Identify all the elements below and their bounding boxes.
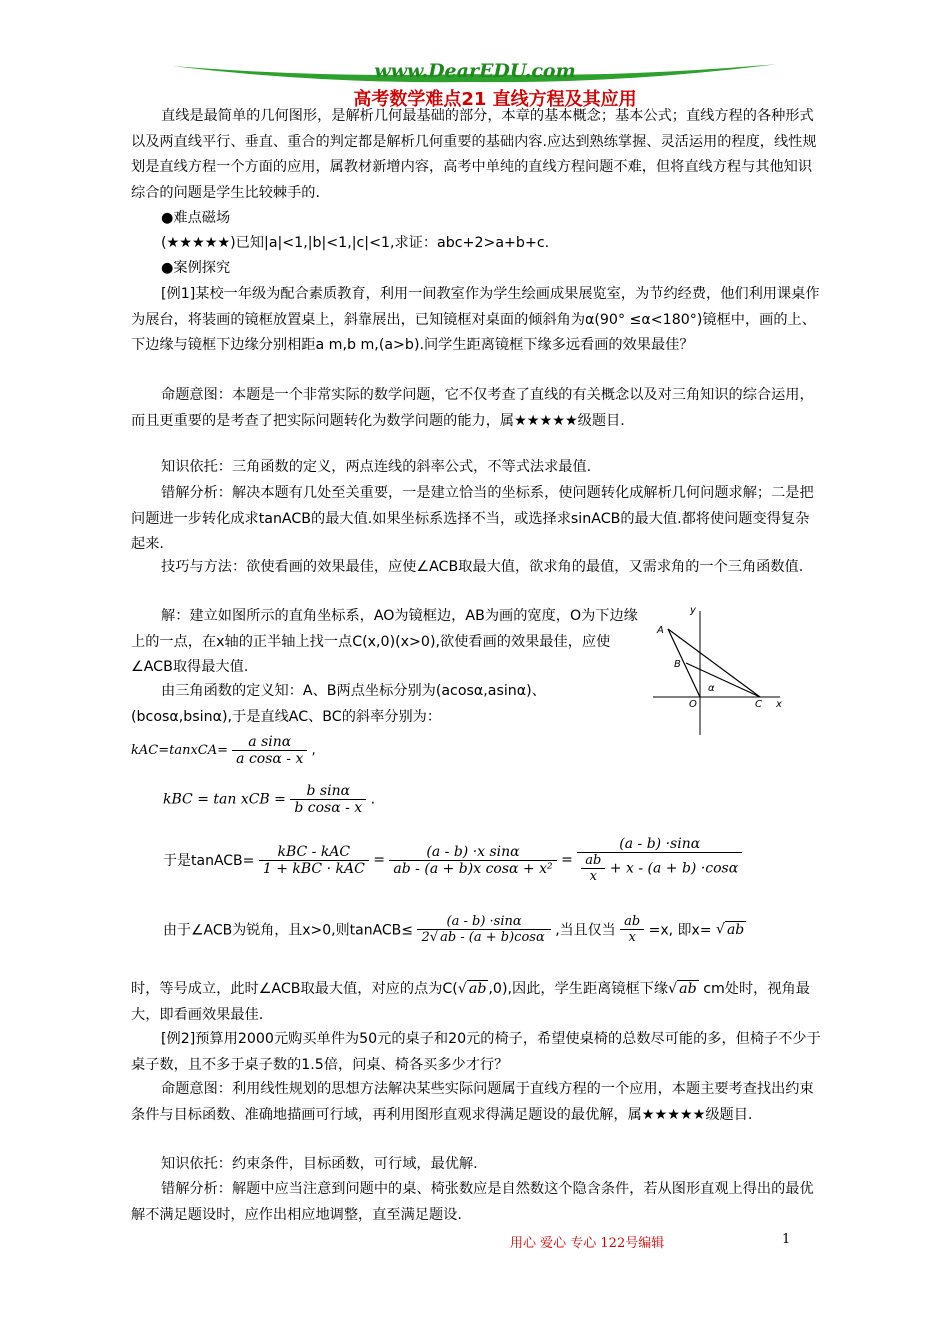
figure-label-a: A (657, 625, 664, 636)
example1-knowledge: 知识依托：三角函数的定义，两点连线的斜率公式，不等式法求最值. (161, 459, 592, 475)
footer-text: 用心 爱心 专心 122号编辑 (510, 1236, 665, 1251)
example1-conclusion: 时，等号成立，此时∠ACB取最大值，对应的点为C(√ ab ,0),因此，学生距离镜框下缘√ ab cm处时，视角最大，即看画效果最佳. (131, 981, 810, 1023)
example1-statement: [例1]某校一年级为配合素质教育，利用一间教室作为学生绘画成果展览室，为节约经费，他们利用课桌作为展台，将装画的镜框放置桌上，斜靠展出，已知镜框对桌面的倾斜角为α(90° ≤α<180°)镜框中，画的上、下边缘与镜框下边缘分别相距a m,b m,(a>b).问学生距离镜框下缘多远看画的效果最佳？ (131, 286, 820, 353)
example1-solution-coords: 由三角函数的定义知：A、B两点坐标分别为(acosα,asinα)、(bcosα,bsinα),于是直线AC、BC的斜率分别为： (131, 683, 546, 725)
example1-solution-intro: 解：建立如图所示的直角坐标系，AO为镜框边，AB为画的宽度，O为下边缘上的一点，在x轴的正半轴上找一点C(x,0)(x>0),欲使看画的效果最佳，应使∠ACB取得最大值. (131, 608, 638, 675)
example1-error-analysis: 错解分析：解决本题有几处至关重要，一是建立恰当的坐标系，使问题转化成解析几何问题求解；二是把问题进一步转化成求tanACB的最大值.如果坐标系选择不当，或选择求sinACB的最大值.都将使问题变得复杂起来. (131, 485, 814, 552)
header-logo-text[interactable]: www.DearEDU.com (374, 60, 576, 82)
formula-tan-acb: 于是tanACB= $\frac{\text{kBC - kAC}}{\text{1 + kBC · kAC}}$ = $\frac{\text{(a - b) ·x sinα}}{\text{ab - (a + b)x cosα + x²}}$ = (a - b) ·sinα $\frac{ab}{x}$ + x - (a + b) ·cosα (163, 836, 742, 884)
formula-kac: kAC=tanxCA= $\frac{\text{a sinα}}{\text{a cosα - x}}$ , (131, 734, 316, 767)
figure-label-x: x (776, 699, 782, 710)
figure-label-alpha: α (708, 683, 715, 694)
page-title: 高考数学难点21 直线方程及其应用 (353, 89, 637, 110)
section-heading-cases: ●案例探究 (161, 260, 231, 276)
figure-label-b: B (674, 659, 681, 670)
figure-label-c: C (755, 699, 762, 710)
example2-knowledge: 知识依托：约束条件，目标函数，可行域，最优解. (161, 1156, 478, 1172)
page-number: 1 (782, 1232, 791, 1247)
figure-label-o: O (689, 699, 697, 710)
problem-statement: (★★★★★)已知|a|<1,|b|<1,|c|<1,求证：abc+2>a+b+c. (161, 235, 550, 251)
example2-intent: 命题意图：利用线性规划的思想方法解决某些实际问题属于直线方程的一个应用，本题主要考查找出约束条件与目标函数、准确地描画可行域，再利用图形直观求得满足题设的最优解，属★★★★★级题目. (131, 1081, 814, 1123)
figure-label-y: y (690, 605, 696, 616)
example2-statement: [例2]预算用2000元购买单件为50元的桌子和20元的椅子，希望使桌椅的总数尽可能的多，但椅子不少于桌子数，且不多于桌子数的1.5倍，问桌、椅各买多少才行？ (131, 1031, 821, 1073)
formula-inequality: 由于∠ACB为锐角，且x>0,则tanACB≤ $\frac{(a - b) \cdot\sin\alpha}{2√ ab - (a + b)\cos\alpha}$ ,当且仅当 $\frac{ab}{x}$ =x, 即x= √ ab (163, 914, 745, 945)
section-heading-difficulty: ●难点磁场 (161, 210, 231, 226)
intro-paragraph: 直线是最简单的几何图形，是解析几何最基础的部分，本章的基本概念；基本公式；直线方程的各种形式以及两直线平行、垂直、重合的判定都是解析几何重要的基础内容.应达到熟练掌握、灵活运用的程度，线性规划是直线方程一个方面的应用，属教材新增内容，高考中单纯的直线方程问题不难，但将直线方程与其他知识综合的问题是学生比较棘手的. (131, 108, 817, 201)
formula-kbc: kBC = tan xCB = $\frac{\text{b sinα}}{\text{b cosα - x}}$ . (163, 783, 376, 816)
example1-method: 技巧与方法：欲使看画的效果最佳，应使∠ACB取最大值，欲求角的最值，又需求角的一个三角函数值. (161, 559, 804, 575)
example2-error-analysis: 错解分析：解题中应当注意到问题中的桌、椅张数应是自然数这个隐含条件，若从图形直观上得出的最优解不满足题设时，应作出相应地调整，直至满足题设. (131, 1181, 814, 1223)
example1-intent: 命题意图：本题是一个非常实际的数学问题，它不仅考查了直线的有关概念以及对三角知识的综合运用，而且更重要的是考查了把实际问题转化为数学问题的能力，属★★★★★级题目. (131, 387, 814, 429)
coordinate-figure (648, 603, 798, 738)
